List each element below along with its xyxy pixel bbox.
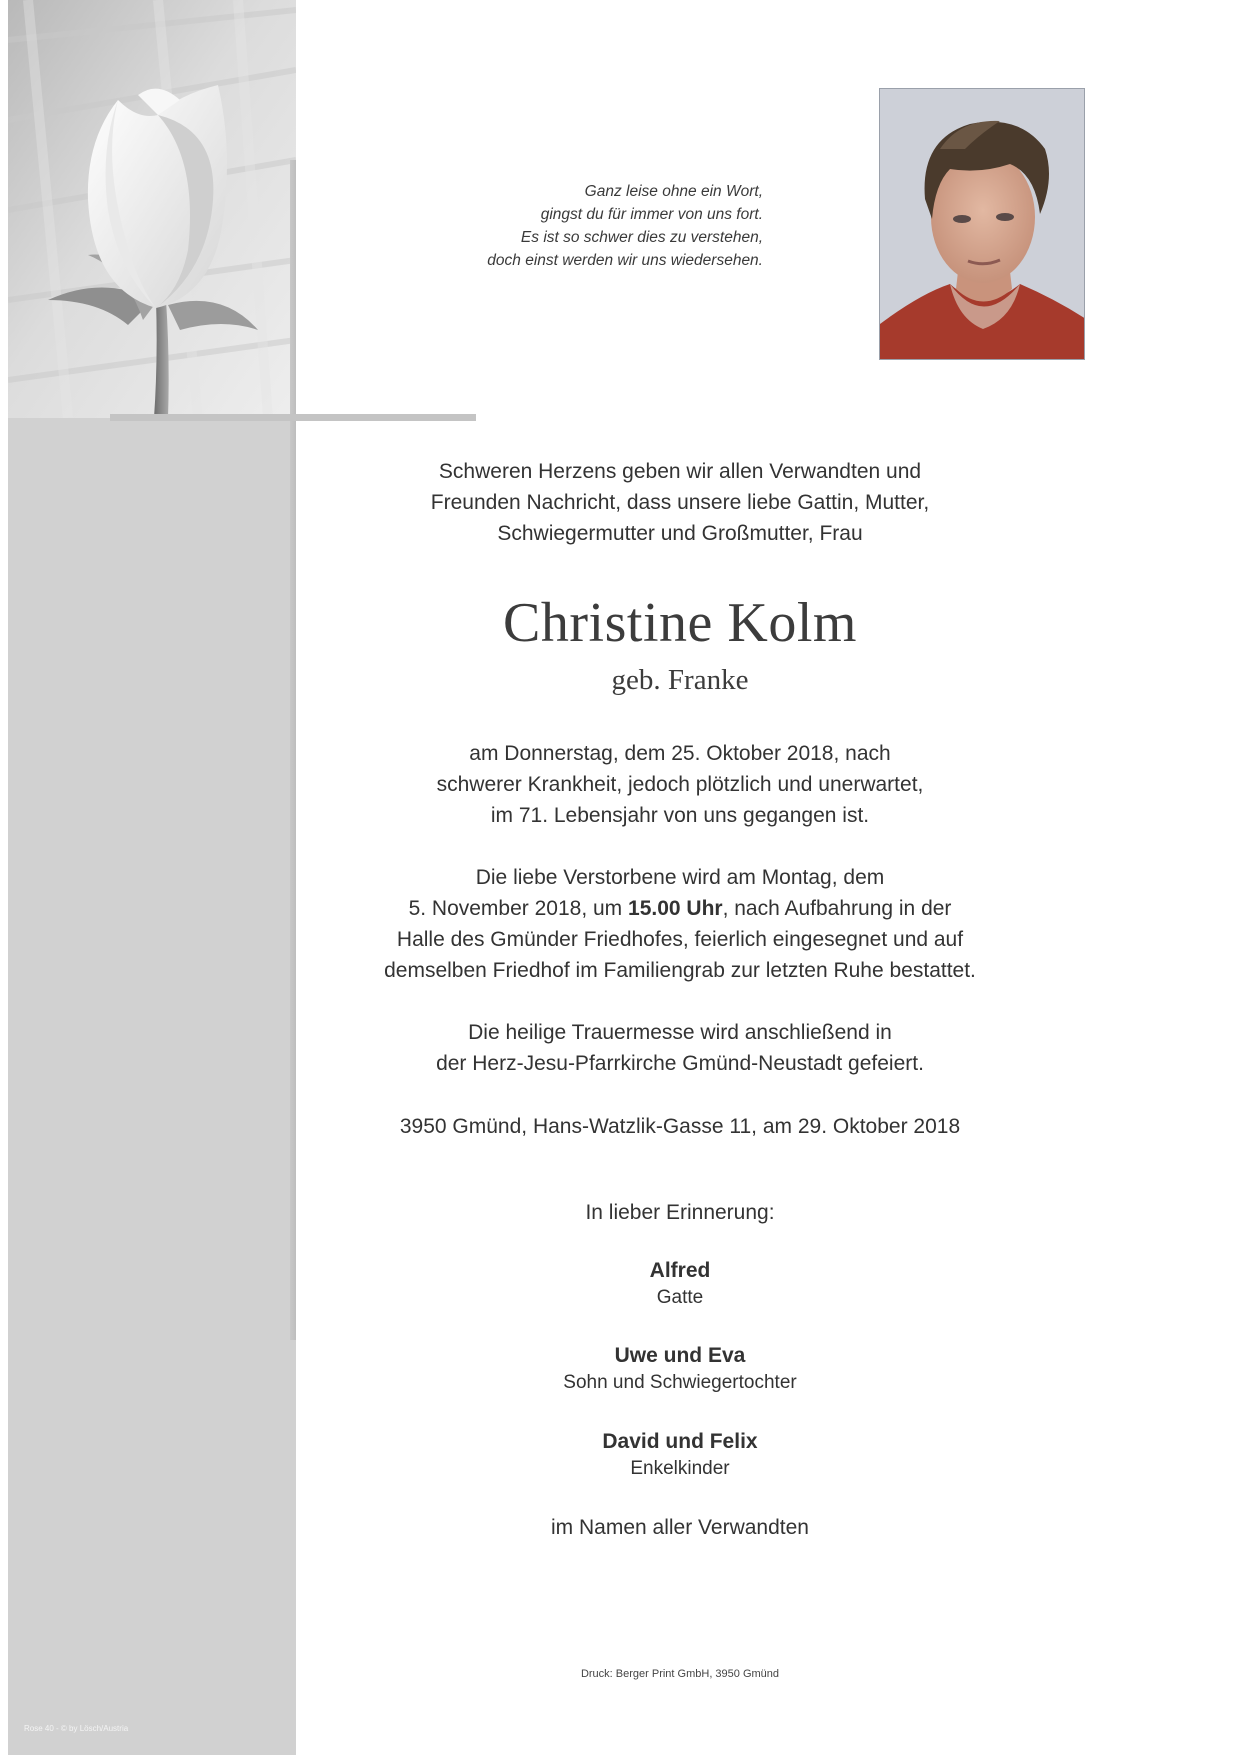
- closing-line: im Namen aller Verwandten: [551, 1516, 809, 1539]
- mourner-relation: Sohn und Schwiegertochter: [563, 1372, 797, 1393]
- white-rose-image: [8, 0, 296, 418]
- funeral-line: [330, 893, 1030, 924]
- funeral-text: 5. November 2018, um: [408, 897, 629, 920]
- quote-line: doch einst werden wir uns wiedersehen.: [487, 252, 763, 269]
- intro-paragraph: [330, 456, 1030, 549]
- intro-line: Freunden Nachricht, dass unsere liebe Gattin, Mutter,: [430, 491, 930, 514]
- quote-line: Es ist so schwer dies zu verstehen,: [520, 229, 763, 246]
- mass-paragraph: [330, 1017, 1030, 1079]
- intro-line: Schwiegermutter und Großmutter, Frau: [497, 522, 863, 545]
- mourner-relation: Gatte: [656, 1287, 704, 1308]
- funeral-line: Die liebe Verstorbene wird am Montag, dem: [475, 866, 885, 889]
- printer-credit: Druck: Berger Print GmbH, 3950 Gmünd: [580, 1668, 780, 1680]
- mourner-name: Uwe und Eva: [614, 1344, 746, 1367]
- mourner-entry: [330, 1428, 1030, 1482]
- horizontal-divider: [110, 414, 476, 421]
- mourner-name: Alfred: [649, 1259, 711, 1282]
- funeral-line: demselben Friedhof im Familiengrab zur letzten Ruhe bestattet.: [384, 959, 976, 982]
- portrait-photo: [879, 88, 1085, 360]
- mourner-entry: [330, 1257, 1030, 1311]
- funeral-paragraph: [330, 862, 1030, 986]
- death-notice-line: am Donnerstag, dem 25. Oktober 2018, nach: [469, 742, 891, 765]
- image-credit: Rose 40 - © by Lösch/Austria: [24, 1724, 129, 1733]
- birth-name: geb. Franke: [611, 664, 749, 696]
- funeral-text: , nach Aufbahrung in der: [722, 897, 952, 920]
- mass-line: der Herz-Jesu-Pfarrkirche Gmünd-Neustadt gefeiert.: [436, 1052, 924, 1075]
- funeral-time: 15.00 Uhr: [628, 897, 723, 920]
- mourner-entry: [330, 1342, 1030, 1396]
- death-notice-line: schwerer Krankheit, jedoch plötzlich und unerwartet,: [436, 773, 924, 796]
- memorial-quote: [420, 180, 763, 272]
- quote-line: gingst du für immer von uns fort.: [540, 206, 763, 223]
- death-notice-line: im 71. Lebensjahr von uns gegangen ist.: [490, 804, 870, 827]
- death-notice-paragraph: [330, 738, 1030, 831]
- mass-line: Die heilige Trauermesse wird anschließend in: [468, 1021, 892, 1044]
- funeral-line: Halle des Gmünder Friedhofes, feierlich eingesegnet und auf: [396, 928, 964, 951]
- vertical-divider: [290, 160, 296, 1340]
- quote-line: Ganz leise ohne ein Wort,: [584, 183, 763, 200]
- remembrance-heading: In lieber Erinnerung:: [585, 1201, 775, 1224]
- mourner-name: David und Felix: [602, 1430, 758, 1453]
- address-date-line: 3950 Gmünd, Hans-Watzlik-Gasse 11, am 29. Oktober 2018: [399, 1115, 961, 1138]
- mourner-relation: Enkelkinder: [630, 1458, 730, 1479]
- deceased-name: Christine Kolm: [503, 592, 857, 654]
- intro-line: Schweren Herzens geben wir allen Verwandten und: [438, 460, 922, 483]
